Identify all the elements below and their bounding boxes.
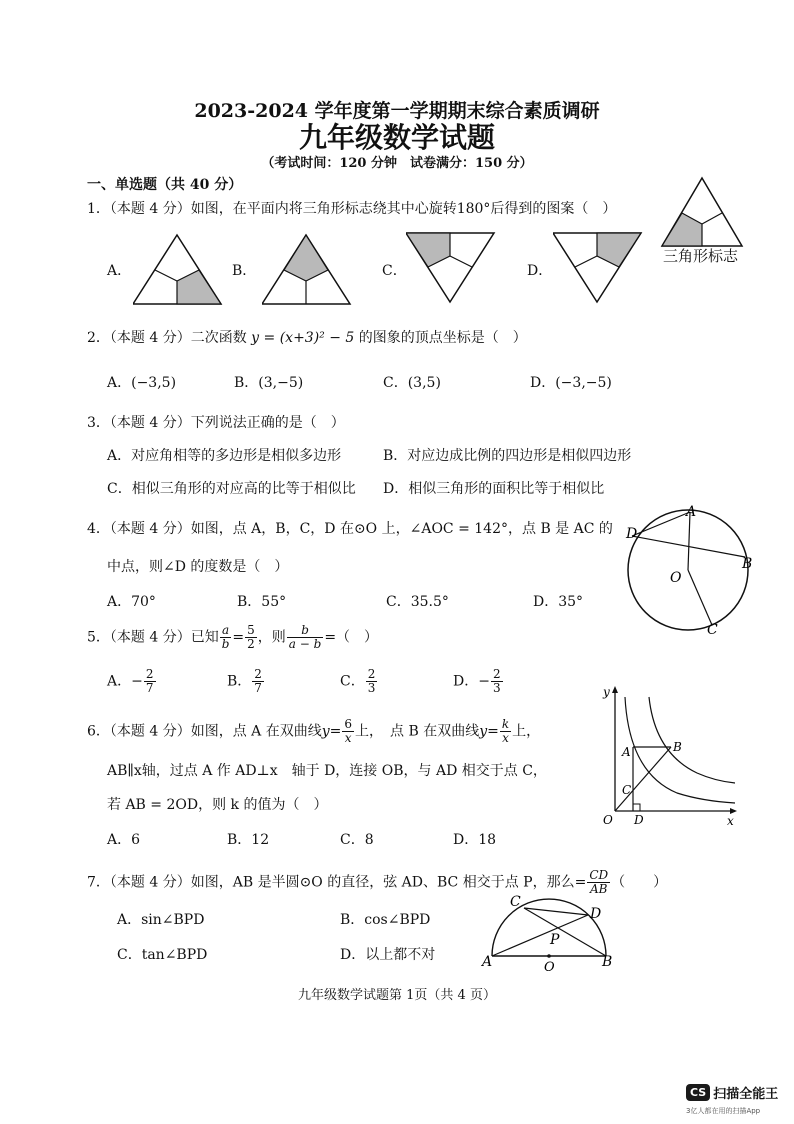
q5-option-a-fraction — [144, 668, 156, 695]
q7-label-a: A — [482, 954, 493, 970]
q6-option-b: B．12 — [227, 832, 270, 848]
q7-frac-num: CD — [589, 868, 609, 882]
q5-option-d — [453, 668, 504, 695]
q5-ask-den: a − b — [288, 637, 322, 651]
q1-option-a-label: A． — [107, 263, 132, 279]
q6-option-d: D．18 — [453, 832, 497, 848]
q4-label-c: C — [707, 622, 718, 638]
q3-option-b: B．对应边成比例的四边形是相似四边形 — [383, 448, 632, 464]
exam-title: 九年级数学试题 — [298, 121, 495, 154]
q7-stem-pre: 7．（本题 4 分）如图，AB 是半圆⊙O 的直径，弦 AD、BC 相交于点 P，那么 — [87, 874, 575, 891]
q6-curve2-den: x — [502, 731, 509, 745]
q3-option-d: D．相似三角形的面积比等于相似比 — [383, 481, 605, 497]
q6-label-b: B — [673, 740, 682, 754]
scanner-name: 扫描全能王 — [713, 1087, 779, 1102]
q6-curve1-num: 6 — [344, 717, 353, 731]
scanner-logo-icon: CS — [686, 1084, 710, 1101]
q5-stem-pre: 5．（本题 4 分）已知 — [87, 629, 219, 646]
q1-option-c-label: C． — [382, 263, 407, 279]
q1-logo-figure — [660, 176, 744, 250]
q6-y2: y= — [479, 723, 499, 740]
q7-semicircle-figure — [480, 890, 620, 974]
q5-option-c-fraction — [366, 668, 378, 695]
q6-option-c: C．8 — [340, 832, 374, 848]
q5-option-d-den: 3 — [492, 681, 501, 695]
q6-label-x: x — [727, 814, 734, 828]
q4-circle-figure — [622, 500, 758, 640]
q5-option-b — [227, 668, 265, 695]
q5-option-c — [340, 668, 378, 695]
q2-option-a: A．(−3,5) — [107, 375, 177, 391]
q6-stem1-mid: 上， 点 B 在双曲线 — [355, 723, 480, 740]
q1-option-a-figure — [133, 232, 223, 307]
q5-option-d-fraction — [491, 668, 503, 695]
q5-option-a — [107, 668, 157, 695]
q6-stem1-post: 上， — [512, 723, 541, 740]
q5-option-d-sign: − — [478, 673, 490, 690]
q4-stem-line2: 中点，则∠D 的度数是（ ） — [107, 559, 289, 575]
q1-option-d-figure — [553, 230, 643, 305]
q2-option-c: C．(3,5) — [383, 375, 441, 391]
q7-option-b: B．cos∠BPD — [340, 912, 431, 928]
q2-option-d: D．(−3,−5) — [530, 375, 612, 391]
q7-label-p: P — [550, 932, 560, 948]
q7-option-a: A．sin∠BPD — [117, 912, 205, 928]
scanner-watermark — [686, 1082, 778, 1116]
q4-option-c: C．35.5° — [386, 594, 449, 610]
q1-logo-caption: 三角形标志 — [663, 247, 739, 265]
q6-stem1-pre: 6．（本题 4 分）如图，点 A 在双曲线 — [87, 723, 322, 740]
q7-frac-den: AB — [589, 882, 608, 896]
q5-option-b-den: 7 — [254, 681, 262, 695]
q5-option-d-num: 2 — [492, 667, 501, 681]
q4-option-b: B．55° — [237, 594, 287, 610]
q4-label-b: B — [742, 556, 753, 572]
q6-label-d: D — [634, 813, 644, 827]
q5-given-eq: = — [232, 629, 245, 646]
q6-label-a: A — [622, 745, 631, 759]
q6-y1: y= — [321, 723, 342, 740]
q2-option-b: B．(3,−5) — [234, 375, 304, 391]
q6-curve1-fraction — [342, 718, 354, 745]
q6-label-y: y — [603, 685, 610, 699]
q5-option-d-label: D． — [453, 673, 479, 690]
q5-stem — [87, 624, 378, 651]
q6-stem-line3: 若 AB = 2OD，则 k 的值为（ ） — [107, 797, 328, 813]
page-footer: 九年级数学试题第 1页（共 4 页） — [298, 988, 496, 1003]
q6-hyperbola-figure — [597, 683, 742, 828]
q7-option-d: D．以上都不对 — [340, 947, 436, 963]
section-title: 一、单选题（共 40 分） — [87, 177, 243, 193]
q2-expression: y = (x+3)² − 5 — [251, 330, 355, 346]
q5-option-c-num: 2 — [367, 667, 376, 681]
q5-stem-post: =（ ） — [324, 629, 379, 646]
q5-option-a-label: A． — [107, 673, 132, 690]
q4-stem-line1: 4．（本题 4 分）如图，点 A，B，C，D 在⊙O 上，∠AOC = 142°，点 B 是 AC 的 — [87, 521, 613, 537]
q4-label-a: A — [686, 504, 697, 520]
q6-stem-line1 — [87, 718, 540, 745]
q5-given-fraction — [220, 624, 232, 651]
q5-given-val-den: 2 — [247, 637, 255, 651]
q5-option-b-num: 2 — [254, 667, 262, 681]
q5-option-b-fraction — [252, 668, 264, 695]
q6-curve2-num: k — [501, 717, 510, 731]
q7-label-d: D — [590, 906, 602, 922]
q7-stem-post: （ ） — [611, 874, 668, 891]
q7-option-c: C．tan∠BPD — [117, 947, 208, 963]
q1-stem: 1．（本题 4 分）如图，在平面内将三角形标志绕其中心旋转180°后得到的图案（ ） — [87, 201, 617, 217]
q5-option-a-sign: − — [131, 673, 143, 690]
scanner-tagline: 3亿人都在用的扫描App — [686, 1107, 761, 1115]
q1-option-b-figure — [262, 232, 352, 307]
exam-subtitle: 2023-2024 学年度第一学期期末综合素质调研 — [194, 100, 600, 122]
q7-label-b: B — [602, 954, 613, 970]
q7-label-c: C — [510, 894, 521, 910]
q3-option-c: C．相似三角形的对应高的比等于相似比 — [107, 481, 356, 497]
q1-option-b-label: B． — [232, 263, 257, 279]
q2-stem — [87, 327, 527, 347]
q5-option-b-label: B． — [227, 673, 252, 690]
q4-option-d: D．35° — [533, 594, 584, 610]
exam-info: （考试时间：120 分钟 试卷满分：150 分） — [261, 156, 533, 171]
q2-stem-pre: 2．（本题 4 分）二次函数 — [87, 330, 247, 346]
q5-option-c-den: 3 — [367, 681, 376, 695]
q5-option-c-label: C． — [340, 673, 365, 690]
q5-option-a-num: 2 — [145, 667, 154, 681]
q4-option-a: A．70° — [107, 594, 156, 610]
q7-label-o: O — [544, 960, 555, 974]
q6-curve2-fraction — [500, 718, 511, 745]
q6-option-a: A．6 — [107, 832, 141, 848]
q5-given-den: b — [221, 637, 230, 651]
q6-label-c: C — [622, 783, 632, 797]
q5-given-val-num: 5 — [247, 623, 255, 637]
q3-stem: 3．（本题 4 分）下列说法正确的是（ ） — [87, 415, 345, 431]
q6-label-o: O — [603, 813, 613, 827]
q5-stem-mid: ，则 — [257, 629, 286, 646]
q3-option-a: A．对应角相等的多边形是相似多边形 — [107, 448, 342, 464]
q6-curve1-den: x — [344, 731, 352, 745]
q7-eq: = — [574, 874, 587, 891]
q1-option-c-figure — [406, 230, 496, 305]
q2-stem-post: 的图象的顶点坐标是（ ） — [358, 330, 527, 346]
q4-label-d: D — [626, 526, 638, 542]
q5-given-value — [245, 624, 257, 651]
q5-option-a-den: 7 — [145, 681, 154, 695]
q4-label-o: O — [670, 570, 682, 586]
q6-stem-line2: AB∥x轴，过点 A 作 AD⊥x 轴于 D，连接 OB，与 AD 相交于点 C， — [107, 763, 547, 779]
q1-option-d-label: D． — [527, 263, 553, 279]
q5-given-num: a — [220, 624, 232, 638]
q5-ask-num: b — [287, 624, 324, 638]
q5-ask-fraction — [287, 624, 324, 651]
